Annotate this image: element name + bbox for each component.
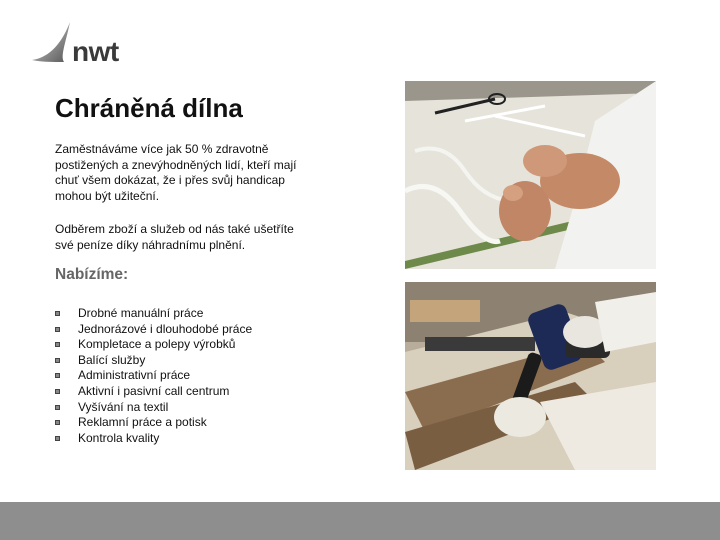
bullet-icon — [55, 327, 60, 332]
bullet-icon — [55, 436, 60, 441]
brand-logo — [30, 18, 130, 66]
page-title: Chráněná dílna — [55, 93, 243, 123]
bullet-icon — [55, 405, 60, 410]
benefit-paragraph: Odběrem zboží a služeb od nás také ušetříte své peníze díky náhradnímu plnění. — [55, 222, 294, 252]
bullet-icon — [55, 311, 60, 316]
swoosh-icon — [30, 18, 78, 66]
photo-glue-gun — [405, 282, 656, 470]
photo-manual-assembly — [405, 81, 656, 269]
bullet-icon — [55, 373, 60, 378]
bullet-icon — [55, 420, 60, 425]
bullet-icon — [55, 342, 60, 347]
offer-heading: Nabízíme: — [55, 266, 129, 283]
bullet-icon — [55, 389, 60, 394]
logo-text: nwt — [72, 36, 119, 67]
footer-bar — [0, 502, 720, 540]
intro-paragraph: Zaměstnáváme více jak 50 % zdravotně postižených a znevýhodněných lidí, kteří mají chuť všem dokázat, že i přes svůj handicap mohou být užiteční. — [55, 142, 297, 203]
bullet-icon — [55, 358, 60, 363]
